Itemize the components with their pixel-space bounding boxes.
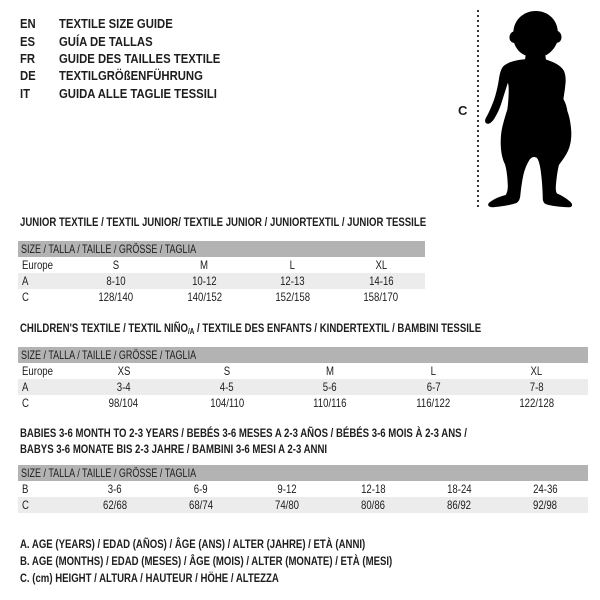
babies-size-table <box>18 465 588 513</box>
age-cell: 5-6 <box>323 380 337 394</box>
row-label: A <box>22 274 29 288</box>
table-row-months <box>18 481 588 497</box>
height-cell: 92/98 <box>532 498 558 512</box>
height-cell: 68/74 <box>188 498 214 512</box>
height-cell: 86/92 <box>446 498 472 512</box>
size-cell: S <box>112 258 120 272</box>
size-cell: M <box>200 258 209 272</box>
row-label: Europe <box>22 364 53 378</box>
babies-section-title <box>20 425 579 457</box>
height-cell: 110/116 <box>313 396 347 410</box>
language-code: EN <box>20 16 36 32</box>
toddler-silhouette-icon <box>485 7 573 209</box>
age-cell: 4-5 <box>219 380 234 394</box>
language-row-es <box>20 32 244 49</box>
age-cell: 7-8 <box>529 380 544 394</box>
language-row-fr <box>20 50 244 67</box>
height-cell: 62/68 <box>102 498 128 512</box>
junior-size-table <box>18 241 425 305</box>
size-cell: XS <box>117 364 131 378</box>
months-cell: 18-24 <box>446 482 472 496</box>
row-label: C <box>22 396 29 410</box>
children-section-title <box>20 321 596 339</box>
language-code: DE <box>20 68 36 84</box>
size-header-label: SIZE / TALLA / TAILLE / GRÖSSE / TAGLIA <box>21 466 197 480</box>
size-header-label: SIZE / TALLA / TAILLE / GRÖSSE / TAGLIA <box>21 348 197 362</box>
size-cell: XL <box>530 364 543 378</box>
junior-title-text: JUNIOR TEXTILE / TEXTIL JUNIOR/ TEXTILE JUNIOR / JUNIORTEXTIL / JUNIOR TESSILE <box>20 215 427 229</box>
size-cell: S <box>223 364 231 378</box>
table-row-height <box>18 289 425 305</box>
row-label: B <box>22 482 29 496</box>
height-cell: 74/80 <box>274 498 300 512</box>
age-cell: 12-13 <box>280 274 305 288</box>
size-header-row <box>18 465 588 481</box>
row-label: A <box>22 380 29 394</box>
age-cell: 8-10 <box>106 274 126 288</box>
language-title: GUIDA ALLE TAGLIE TESSILI <box>59 85 217 101</box>
size-cell: M <box>326 364 334 378</box>
size-header-label: SIZE / TALLA / TAILLE / GRÖSSE / TAGLIA <box>21 242 197 256</box>
table-row-europe <box>18 257 425 273</box>
legend-note-c: C. (cm) HEIGHT / ALTURA / HAUTEUR / HÖHE / ALTEZZA <box>20 571 279 586</box>
legend-note-b: B. AGE (MONTHS) / EDAD (MESES) / ÂGE (MOIS) / ALTER (MONATE) / ETÀ (MESI) <box>20 554 393 569</box>
junior-section-title <box>20 215 528 229</box>
language-title: GUÍA DE TALLAS <box>59 33 153 49</box>
months-cell: 3-6 <box>108 482 122 496</box>
children-title-text: CHILDREN'S TEXTILE / TEXTIL $NIÑO_{/A}$ / TEXTILE DES ENFANTS / KINDERTEXTIL / BAMBINI TESSILE <box>20 321 482 336</box>
months-cell: 6-9 <box>194 482 208 496</box>
height-cell: 152/158 <box>275 290 310 304</box>
row-label: Europe <box>22 258 53 272</box>
language-code: FR <box>20 50 36 66</box>
language-row-it <box>20 85 244 102</box>
height-cell: 98/104 <box>108 396 139 410</box>
language-code: ES <box>20 33 36 49</box>
language-header <box>20 15 244 102</box>
babies-title-line1: BABIES 3-6 MONTH TO 2-3 YEARS / BEBÉS 3-6 MESES A 2-3 AÑOS / BÉBÉS 3-6 MOIS À 2-3 ANS / <box>20 426 467 440</box>
row-label: C <box>22 498 29 512</box>
table-row-height <box>18 395 588 411</box>
children-size-table <box>18 347 588 411</box>
height-cell: 158/170 <box>363 290 399 304</box>
language-title: TEXTILGRÖßENFÜHRUNG <box>59 68 203 84</box>
table-row-age <box>18 273 425 289</box>
table-row-height <box>18 497 588 513</box>
legend-notes <box>20 535 485 587</box>
language-row-de <box>20 67 244 84</box>
height-cell: 140/152 <box>187 290 222 304</box>
height-cell: 116/122 <box>416 396 451 410</box>
months-cell: 9-12 <box>277 482 297 496</box>
age-cell: 6-7 <box>426 380 441 394</box>
height-dotted-line <box>477 10 479 207</box>
age-cell: 3-4 <box>116 380 131 394</box>
size-cell: L <box>430 364 436 378</box>
months-cell: 24-36 <box>532 482 558 496</box>
size-cell: L <box>289 258 296 272</box>
size-header-row <box>18 347 588 363</box>
height-cell: 122/128 <box>519 396 554 410</box>
height-measure-label: C <box>458 103 468 118</box>
language-title: TEXTILE SIZE GUIDE <box>59 16 173 32</box>
legend-note-a: A. AGE (YEARS) / EDAD (AÑOS) / ÂGE (ANS) / ALTER (JAHRE) / ETÀ (ANNI) <box>20 536 366 551</box>
row-label: C <box>22 290 29 304</box>
language-row-en <box>20 15 244 32</box>
size-cell: XL <box>375 258 387 272</box>
months-cell: 12-18 <box>360 482 386 496</box>
table-row-age <box>18 379 588 395</box>
age-cell: 14-16 <box>368 274 394 288</box>
height-cell: 104/110 <box>209 396 244 410</box>
babies-title-line2: BABYS 3-6 MONATE BIS 2-3 JAHRE / BAMBINI 3-6 MESI A 2-3 ANNI <box>20 442 328 456</box>
table-row-europe <box>18 363 588 379</box>
language-title: GUIDE DES TAILLES TEXTILE <box>59 50 221 66</box>
height-cell: 128/140 <box>98 290 134 304</box>
language-code: IT <box>20 85 31 101</box>
age-cell: 10-12 <box>192 274 217 288</box>
nino-a-subscript: /A <box>187 327 195 336</box>
height-cell: 80/86 <box>360 498 386 512</box>
size-header-row <box>18 241 425 257</box>
